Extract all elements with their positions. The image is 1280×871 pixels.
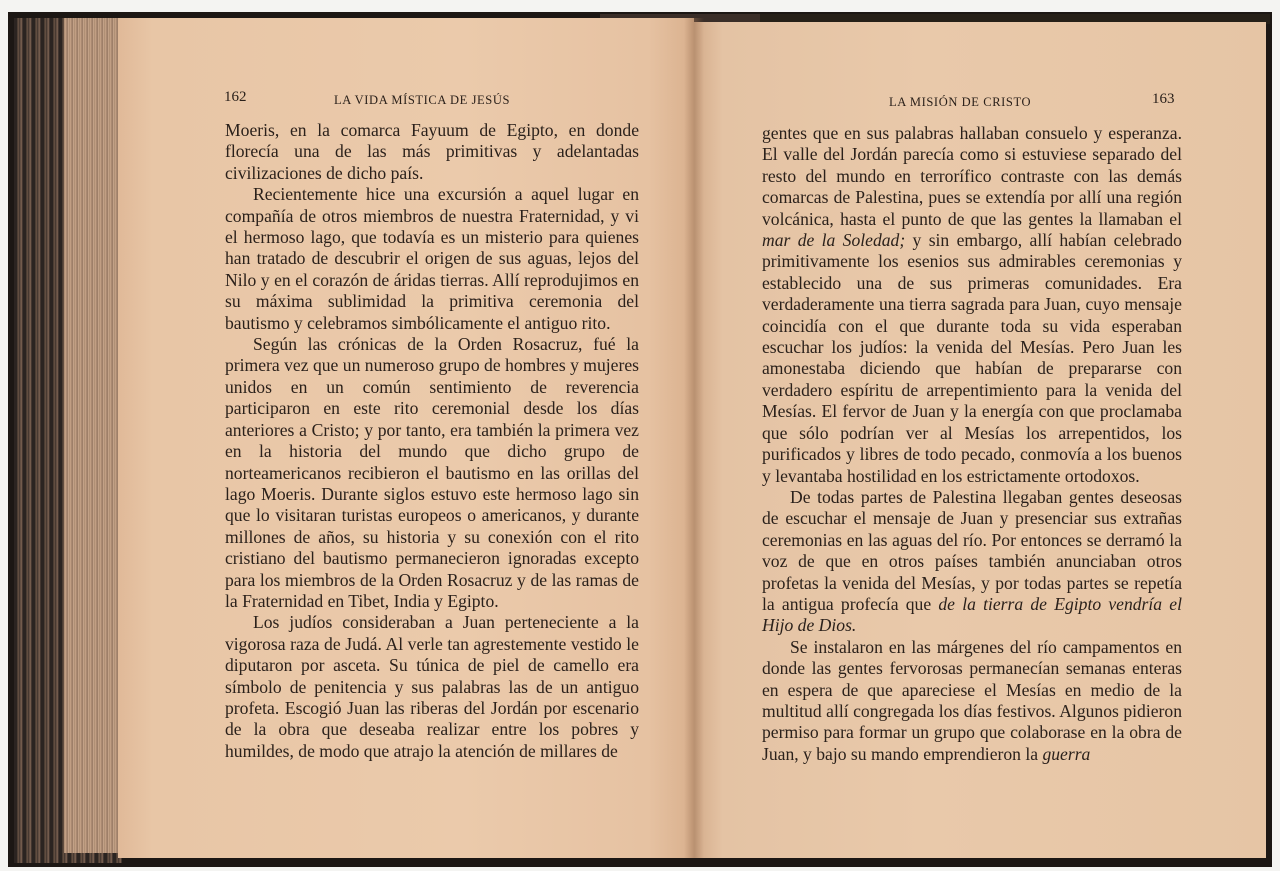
italic-phrase: guerra — [1042, 743, 1091, 764]
paragraph: Moeris, en la comarca Fayuum de Egipto, en donde florecía una de las más primitivas y adelantadas civilizaciones de dicho país. — [225, 120, 639, 183]
text-run: y sin embargo, allí habían celebrado primitivamente los esenios sus admirables ceremonias y establecido una de sus primeras comunidades. Era verdaderamente una tierra sagrada para Juan, cuyo mensaje coincidía con el que durante toda su vida esperaban escuchar los judíos: la venida del Mesías. Pero Juan les amonestaba diciendo que habían de prepararse con verdadero espíritu de arrepentimiento para la venida del Mesías. El fervor de Juan y la energía con que proclamaba que sólo podrían ver al Mesías los arrepentidos, los purificados y libres de todo pecado, conmovía a los buenos y levantaba hostilidad en los estrictamente ortodoxos. — [762, 230, 1182, 486]
italic-phrase: de la tierra de Egipto vendría el Hijo de Dios. — [762, 593, 1182, 636]
left-page-number: 162 — [224, 89, 247, 105]
paragraph — [762, 487, 1182, 637]
book-gutter — [684, 18, 704, 858]
right-page-number: 163 — [1152, 91, 1175, 107]
paragraph: Recientemente hice una excursión a aquel lugar en compañía de otros miembros de nuestra Fraternidad, y vi el hermoso lago, que todavía es un misterio para quienes han tratado de descubrir el origen de sus aguas, lejos del Nilo y en el corazón de áridas tierras. Allí reprodujimos en su máxima sublimidad la primitiva ceremonia del bautismo y celebramos simbólicamente el antiguo rito. — [225, 184, 639, 333]
left-page-text — [225, 120, 639, 762]
page-edges-inner — [64, 18, 122, 853]
left-running-head: LA VIDA MÍSTICA DE JESÚS — [334, 93, 510, 107]
text-run: Se instalaron en las márgenes del río campamentos en donde las gentes fervorosas permanecían semanas enteras en espera de que apareciese el Mesías en medio de la multitud allí congregada los días festivos. Algunos pidieron permiso para formar un grupo que colaborase en la obra de Juan, y bajo su mando emprendieron la — [762, 636, 1182, 764]
paragraph — [762, 637, 1182, 765]
text-run: De todas partes de Palestina llegaban gentes deseosas de escuchar el mensaje de Juan y presenciar sus extrañas ceremonias en las aguas del río. Por entonces se derramó la voz de que en otros países también anunciaban otros profetas la venida del Mesías, y por todas partes se repetía la antigua profecía que — [762, 486, 1182, 614]
right-page-text — [762, 123, 1182, 765]
paragraph: Según las crónicas de la Orden Rosacruz, fué la primera vez que un numeroso grupo de hombres y mujeres unidos en un común sentimiento de reverencia participaron en este rito ceremonial desde los días anteriores a Cristo; y por tanto, era también la primera vez en la historia del mundo que dicho grupo de norteamericanos recibieron el bautismo en las orillas del lago Moeris. Durante siglos estuvo este hermoso lago sin que lo visitaran turistas europeos o americanos, y durante millones de años, su historia y su conexión con el rito cristiano del bautismo permanecieron ignoradas excepto para los miembros de la Orden Rosacruz y de las ramas de la Fraternidad en Tibet, India y Egipto. — [225, 334, 639, 611]
right-running-head: LA MISIÓN DE CRISTO — [889, 95, 1032, 109]
paragraph: Los judíos consideraban a Juan perteneciente a la vigorosa raza de Judá. Al verle tan agrestemente vestido le diputaron por asceta. Su túnica de piel de camello era símbolo de penitencia y sus palabras las de un antiguo profeta. Escogió Juan las riberas del Jordán por escenario de la obra que deseaba realizar entre los pobres y humildes, de modo que atrajo la atención de millares de — [225, 612, 639, 761]
italic-phrase: mar de la Soledad; — [762, 230, 906, 251]
paragraph — [762, 123, 1182, 487]
text-run: gentes que en sus palabras hallaban consuelo y esperanza. El valle del Jordán parecía como si estuviese separado del resto del mundo en terrorífico contraste con las demás comarcas de Palestina, pues se extendía por allí una región volcánica, hasta el punto de que las gentes la llamaban el — [762, 123, 1182, 229]
